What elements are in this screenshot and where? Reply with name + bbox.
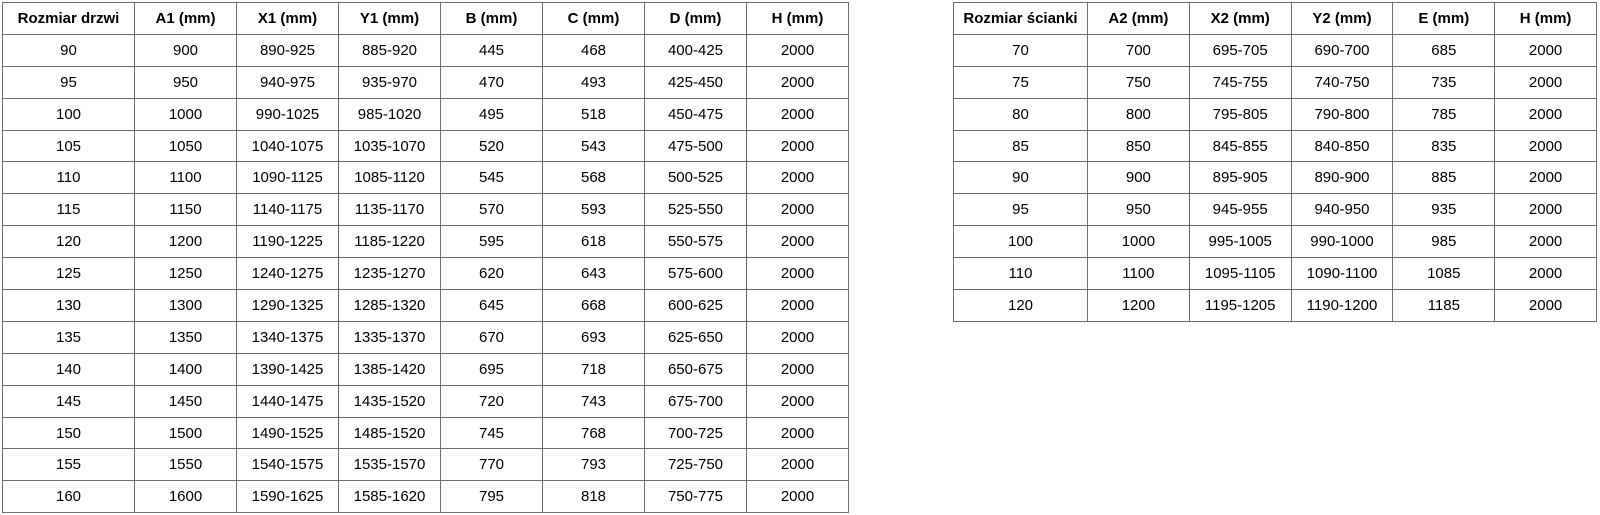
table-cell: 140 (3, 353, 135, 385)
table-cell: 1485-1520 (339, 417, 441, 449)
table-row (3, 130, 849, 162)
table-cell: 700-725 (645, 417, 747, 449)
table-cell: 468 (543, 34, 645, 66)
table-cell: 1000 (1088, 226, 1190, 258)
table-cell: 618 (543, 226, 645, 258)
table-cell: 2000 (747, 449, 849, 481)
table-cell: 1585-1620 (339, 481, 441, 513)
table-cell: 1590-1625 (237, 481, 339, 513)
table-cell: 110 (3, 162, 135, 194)
table-cell: 945-955 (1189, 194, 1291, 226)
table-cell: 1035-1070 (339, 130, 441, 162)
column-header: B (mm) (441, 3, 543, 35)
column-header: H (mm) (747, 3, 849, 35)
table-cell: 845-855 (1189, 130, 1291, 162)
table-cell: 1335-1370 (339, 321, 441, 353)
table-cell: 700 (1088, 34, 1190, 66)
table-cell: 2000 (1495, 194, 1597, 226)
table-cell: 2000 (1495, 226, 1597, 258)
table-cell: 620 (441, 258, 543, 290)
table-cell: 2000 (1495, 290, 1597, 322)
table-cell: 2000 (1495, 98, 1597, 130)
table-cell: 575-600 (645, 258, 747, 290)
table-row (954, 98, 1597, 130)
table-cell: 495 (441, 98, 543, 130)
table-cell: 2000 (747, 226, 849, 258)
table-cell: 950 (135, 66, 237, 98)
table-cell: 785 (1393, 98, 1495, 130)
table-cell: 735 (1393, 66, 1495, 98)
table-cell: 543 (543, 130, 645, 162)
table-cell: 2000 (1495, 162, 1597, 194)
table-row (954, 66, 1597, 98)
table-cell: 120 (3, 226, 135, 258)
table-cell: 115 (3, 194, 135, 226)
table-cell: 595 (441, 226, 543, 258)
table-cell: 695-705 (1189, 34, 1291, 66)
table-cell: 645 (441, 290, 543, 322)
table-cell: 518 (543, 98, 645, 130)
table-row (3, 385, 849, 417)
table-cell: 990-1025 (237, 98, 339, 130)
table-cell: 1185-1220 (339, 226, 441, 258)
column-header: A2 (mm) (1088, 3, 1190, 35)
table-cell: 100 (954, 226, 1088, 258)
table-row (954, 162, 1597, 194)
column-header: A1 (mm) (135, 3, 237, 35)
table-cell: 1435-1520 (339, 385, 441, 417)
table-cell: 725-750 (645, 449, 747, 481)
table-cell: 90 (3, 34, 135, 66)
table-cell: 95 (954, 194, 1088, 226)
table-cell: 125 (3, 258, 135, 290)
table-cell: 685 (1393, 34, 1495, 66)
table-row (3, 34, 849, 66)
table-cell: 135 (3, 321, 135, 353)
table-cell: 625-650 (645, 321, 747, 353)
table-cell: 470 (441, 66, 543, 98)
column-header: C (mm) (543, 3, 645, 35)
table-cell: 1535-1570 (339, 449, 441, 481)
door-table-body (3, 34, 849, 512)
table-cell: 1095-1105 (1189, 258, 1291, 290)
table-row (3, 162, 849, 194)
table-cell: 1400 (135, 353, 237, 385)
table-cell: 940-975 (237, 66, 339, 98)
table-cell: 885 (1393, 162, 1495, 194)
table-cell: 835 (1393, 130, 1495, 162)
table-cell: 1240-1275 (237, 258, 339, 290)
table-row (3, 290, 849, 322)
table-row (3, 481, 849, 513)
table-cell: 570 (441, 194, 543, 226)
table-cell: 100 (3, 98, 135, 130)
table-cell: 1200 (135, 226, 237, 258)
table-cell: 1085-1120 (339, 162, 441, 194)
table-cell: 145 (3, 385, 135, 417)
table-cell: 890-900 (1291, 162, 1393, 194)
table-cell: 2000 (1495, 34, 1597, 66)
table-cell: 1440-1475 (237, 385, 339, 417)
table-cell: 1235-1270 (339, 258, 441, 290)
table-row (954, 194, 1597, 226)
table-cell: 2000 (1495, 66, 1597, 98)
table-cell: 155 (3, 449, 135, 481)
table-cell: 85 (954, 130, 1088, 162)
table-cell: 718 (543, 353, 645, 385)
table-row (3, 417, 849, 449)
column-header: H (mm) (1495, 3, 1597, 35)
table-cell: 770 (441, 449, 543, 481)
header-row (954, 3, 1597, 35)
table-cell: 150 (3, 417, 135, 449)
table-cell: 1290-1325 (237, 290, 339, 322)
table-cell: 1140-1175 (237, 194, 339, 226)
table-cell: 1050 (135, 130, 237, 162)
table-cell: 890-925 (237, 34, 339, 66)
table-row (3, 449, 849, 481)
table-cell: 1100 (1088, 258, 1190, 290)
table-cell: 1490-1525 (237, 417, 339, 449)
table-cell: 70 (954, 34, 1088, 66)
table-cell: 1085 (1393, 258, 1495, 290)
table-cell: 1190-1225 (237, 226, 339, 258)
table-cell: 105 (3, 130, 135, 162)
table-cell: 900 (1088, 162, 1190, 194)
table-cell: 1195-1205 (1189, 290, 1291, 322)
table-cell: 2000 (747, 258, 849, 290)
wall-size-table (953, 2, 1597, 322)
table-cell: 2000 (747, 321, 849, 353)
table-row (954, 258, 1597, 290)
table-cell: 850 (1088, 130, 1190, 162)
table-cell: 1600 (135, 481, 237, 513)
table-cell: 1040-1075 (237, 130, 339, 162)
column-header: D (mm) (645, 3, 747, 35)
table-cell: 1190-1200 (1291, 290, 1393, 322)
table-cell: 1150 (135, 194, 237, 226)
table-cell: 740-750 (1291, 66, 1393, 98)
column-header: E (mm) (1393, 3, 1495, 35)
table-cell: 2000 (747, 385, 849, 417)
table-cell: 520 (441, 130, 543, 162)
column-header: X1 (mm) (237, 3, 339, 35)
table-row (954, 226, 1597, 258)
table-cell: 1090-1100 (1291, 258, 1393, 290)
column-header: X2 (mm) (1189, 3, 1291, 35)
table-cell: 2000 (1495, 130, 1597, 162)
table-cell: 1135-1170 (339, 194, 441, 226)
door-size-table (2, 2, 849, 513)
table-cell: 2000 (747, 417, 849, 449)
table-cell: 2000 (747, 162, 849, 194)
table-row (3, 194, 849, 226)
table-cell: 1000 (135, 98, 237, 130)
table-cell: 500-525 (645, 162, 747, 194)
table-cell: 80 (954, 98, 1088, 130)
table-cell: 1450 (135, 385, 237, 417)
table-cell: 1185 (1393, 290, 1495, 322)
table-cell: 818 (543, 481, 645, 513)
table-cell: 425-450 (645, 66, 747, 98)
table-cell: 1390-1425 (237, 353, 339, 385)
table-cell: 2000 (747, 290, 849, 322)
table-cell: 1285-1320 (339, 290, 441, 322)
table-row (3, 98, 849, 130)
table-cell: 895-905 (1189, 162, 1291, 194)
table-cell: 900 (135, 34, 237, 66)
table-cell: 885-920 (339, 34, 441, 66)
column-header: Rozmiar drzwi (3, 3, 135, 35)
table-cell: 1500 (135, 417, 237, 449)
header-row (3, 3, 849, 35)
table-cell: 768 (543, 417, 645, 449)
column-header: Y1 (mm) (339, 3, 441, 35)
table-cell: 1540-1575 (237, 449, 339, 481)
table-cell: 1385-1420 (339, 353, 441, 385)
table-cell: 1090-1125 (237, 162, 339, 194)
table-cell: 475-500 (645, 130, 747, 162)
table-cell: 1340-1375 (237, 321, 339, 353)
table-cell: 400-425 (645, 34, 747, 66)
table-cell: 800 (1088, 98, 1190, 130)
table-cell: 643 (543, 258, 645, 290)
table-cell: 110 (954, 258, 1088, 290)
table-cell: 450-475 (645, 98, 747, 130)
table-cell: 693 (543, 321, 645, 353)
table-cell: 445 (441, 34, 543, 66)
table-cell: 795 (441, 481, 543, 513)
table-cell: 2000 (747, 481, 849, 513)
table-cell: 675-700 (645, 385, 747, 417)
table-row (954, 290, 1597, 322)
table-cell: 940-950 (1291, 194, 1393, 226)
table-cell: 1350 (135, 321, 237, 353)
table-cell: 493 (543, 66, 645, 98)
table-cell: 750-775 (645, 481, 747, 513)
table-cell: 745 (441, 417, 543, 449)
table-cell: 2000 (747, 130, 849, 162)
table-cell: 985 (1393, 226, 1495, 258)
table-cell: 745-755 (1189, 66, 1291, 98)
table-cell: 1300 (135, 290, 237, 322)
table-cell: 2000 (747, 66, 849, 98)
table-cell: 525-550 (645, 194, 747, 226)
table-cell: 120 (954, 290, 1088, 322)
table-row (3, 353, 849, 385)
table-cell: 2000 (747, 353, 849, 385)
table-cell: 990-1000 (1291, 226, 1393, 258)
wall-table-body (954, 34, 1597, 321)
table-cell: 793 (543, 449, 645, 481)
table-cell: 1250 (135, 258, 237, 290)
table-cell: 935-970 (339, 66, 441, 98)
table-cell: 1200 (1088, 290, 1190, 322)
table-row (3, 66, 849, 98)
table-cell: 743 (543, 385, 645, 417)
table-row (3, 226, 849, 258)
table-cell: 2000 (747, 98, 849, 130)
column-header: Y2 (mm) (1291, 3, 1393, 35)
table-cell: 1100 (135, 162, 237, 194)
table-cell: 600-625 (645, 290, 747, 322)
table-cell: 935 (1393, 194, 1495, 226)
table-cell: 690-700 (1291, 34, 1393, 66)
table-cell: 2000 (1495, 258, 1597, 290)
table-row (3, 258, 849, 290)
table-cell: 545 (441, 162, 543, 194)
table-row (954, 130, 1597, 162)
table-row (3, 321, 849, 353)
table-cell: 568 (543, 162, 645, 194)
table-cell: 790-800 (1291, 98, 1393, 130)
table-cell: 950 (1088, 194, 1190, 226)
table-row (954, 34, 1597, 66)
table-cell: 995-1005 (1189, 226, 1291, 258)
table-cell: 668 (543, 290, 645, 322)
table-cell: 593 (543, 194, 645, 226)
table-cell: 75 (954, 66, 1088, 98)
table-cell: 1550 (135, 449, 237, 481)
table-cell: 720 (441, 385, 543, 417)
table-cell: 670 (441, 321, 543, 353)
column-header: Rozmiar ścianki (954, 3, 1088, 35)
table-cell: 840-850 (1291, 130, 1393, 162)
door-table-header (3, 3, 849, 35)
table-cell: 550-575 (645, 226, 747, 258)
table-cell: 795-805 (1189, 98, 1291, 130)
table-cell: 650-675 (645, 353, 747, 385)
table-cell: 750 (1088, 66, 1190, 98)
wall-table-header (954, 3, 1597, 35)
table-cell: 90 (954, 162, 1088, 194)
table-cell: 695 (441, 353, 543, 385)
table-cell: 95 (3, 66, 135, 98)
table-cell: 2000 (747, 194, 849, 226)
table-cell: 130 (3, 290, 135, 322)
table-cell: 2000 (747, 34, 849, 66)
table-cell: 160 (3, 481, 135, 513)
table-cell: 985-1020 (339, 98, 441, 130)
